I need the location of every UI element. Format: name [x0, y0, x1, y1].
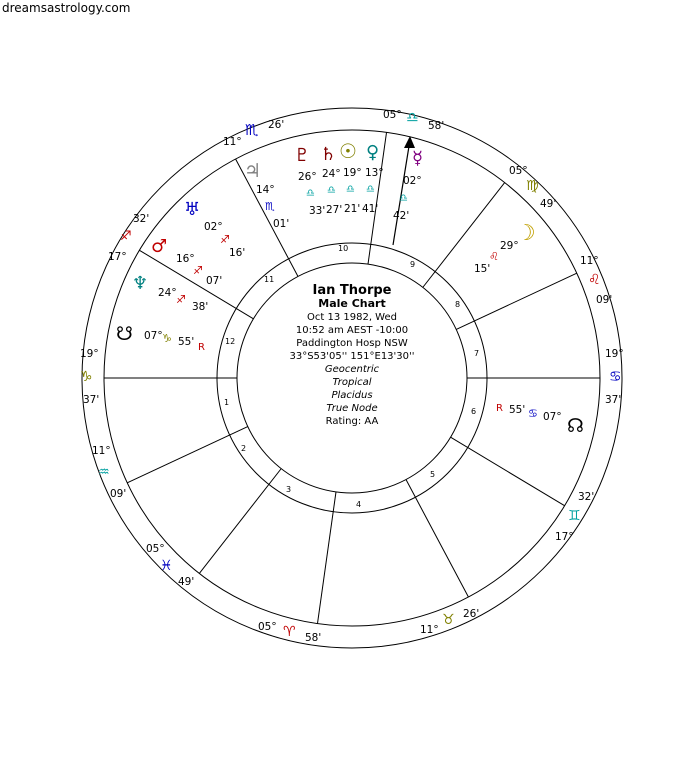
north-node-degree: 07° [543, 411, 562, 423]
north-node-retro: R [496, 403, 503, 414]
cusp-11-degree: 11° [223, 136, 242, 148]
cusp-11-minutes: 26' [268, 119, 285, 131]
cusp-4-minutes: 58' [305, 632, 322, 644]
house-cusp-line-5 [406, 480, 468, 597]
house-cusp-line-6 [451, 437, 565, 506]
cusp-5-degree: 11° [420, 624, 439, 636]
house-number-5: 5 [430, 470, 436, 479]
house-number-8: 8 [455, 300, 461, 309]
cusp-10-sign: ♎ [406, 110, 419, 126]
neptune-degree: 24° [158, 287, 177, 299]
north-node-glyph: ☊ [567, 415, 584, 437]
cusp-9-sign: ♍ [526, 178, 539, 194]
cusp-3-sign: ♓ [160, 558, 173, 574]
birth-date: Oct 13 1982, Wed [307, 312, 397, 323]
moon-sign: ♌ [489, 250, 499, 263]
house-number-6: 6 [471, 407, 477, 416]
jupiter-sign: ♏ [265, 200, 275, 213]
cusp-9-degree: 05° [509, 165, 528, 177]
jupiter-degree: 14° [256, 184, 275, 196]
venus-sign: ♎ [366, 184, 375, 195]
house-number-2: 2 [241, 444, 247, 453]
cusp-12-sign: ♐ [120, 229, 132, 244]
cusp-7-sign: ♋ [609, 369, 622, 385]
saturn-glyph: ♄ [320, 144, 337, 165]
house-cusp-line-8 [456, 273, 577, 329]
house-cusp-line-9 [423, 183, 505, 288]
birth-coords: 33°S53'05'' 151°E13'30'' [289, 351, 415, 362]
house-cusp-line-2 [127, 427, 248, 483]
jupiter-glyph: ♃ [244, 160, 262, 182]
sun-minutes: 21' [344, 203, 361, 215]
mars-sign: ♐ [193, 264, 203, 277]
cusp-7-minutes: 37' [605, 394, 622, 406]
house-number-7: 7 [474, 349, 480, 358]
uranus-degree: 02° [204, 221, 223, 233]
uranus-glyph: ♅ [184, 199, 201, 220]
birth-time: 10:52 am AEST -10:00 [295, 325, 409, 336]
cusp-4-sign: ♈ [283, 624, 296, 640]
cusp-10-degree: 05° [383, 109, 402, 121]
saturn-minutes: 27' [326, 204, 343, 216]
cusp-9-minutes: 49' [540, 198, 557, 210]
cusp-1-degree: 19° [80, 348, 99, 360]
mercury-minutes: 42' [393, 210, 410, 222]
sun-sign: ♎ [346, 184, 355, 195]
cusp-8-degree: 11° [580, 255, 599, 267]
house-number-9: 9 [410, 260, 416, 269]
house-number-4: 4 [356, 500, 362, 509]
venus-minutes: 41' [362, 203, 379, 215]
uranus-sign: ♐ [220, 233, 230, 246]
saturn-degree: 24° [322, 168, 341, 180]
south-node-glyph: ☋ [116, 323, 133, 345]
house-number-1: 1 [224, 398, 230, 407]
pluto-degree: 26° [298, 171, 317, 183]
watermark: dreamsastrology.com [2, 1, 131, 15]
pluto-minutes: 33' [309, 205, 326, 217]
house-cusp-line-4 [317, 492, 336, 624]
house-cusp-line-3 [199, 469, 281, 574]
cusp-10-minutes: 58' [428, 120, 445, 132]
rating: Rating: AA [325, 416, 379, 427]
system-tropical: Tropical [332, 377, 372, 388]
saturn-sign: ♎ [327, 185, 336, 196]
cusp-1-minutes: 37' [83, 394, 100, 406]
moon-minutes: 15' [474, 263, 491, 275]
south-node-sign: ♑ [162, 332, 172, 345]
neptune-minutes: 38' [192, 301, 209, 313]
mercury-glyph: ☿ [412, 148, 424, 169]
house-number-11: 11 [264, 275, 275, 284]
cusp-12-degree: 17° [108, 251, 127, 263]
house-number-10: 10 [338, 244, 349, 253]
cusp-6-minutes: 32' [578, 491, 595, 503]
south-node-retro: R [198, 342, 205, 353]
cusp-11-sign: ♏ [245, 121, 259, 139]
venus-degree: 13° [365, 167, 384, 179]
pluto-sign: ♎ [306, 188, 315, 199]
mars-minutes: 07' [206, 275, 223, 287]
moon-degree: 29° [500, 240, 519, 252]
cusp-8-sign: ♌ [588, 272, 601, 288]
cusp-3-minutes: 49' [178, 576, 195, 588]
chart-subtitle: Male Chart [318, 297, 386, 310]
neptune-sign: ♐ [176, 293, 186, 306]
house-number-12: 12 [225, 337, 236, 346]
north-node-minutes: 55' [509, 404, 526, 416]
cusp-2-degree: 11° [92, 445, 111, 457]
jupiter-minutes: 01' [273, 218, 290, 230]
south-node-degree: 07° [144, 330, 163, 342]
moon-glyph: ☽ [516, 221, 536, 246]
venus-glyph: ♀ [366, 142, 380, 163]
cusp-1-sign: ♑ [80, 369, 93, 385]
cusp-7-degree: 19° [605, 348, 624, 360]
cusp-2-minutes: 09' [110, 488, 127, 500]
house-number-3: 3 [286, 485, 292, 494]
cusp-8-minutes: 09' [596, 294, 613, 306]
system-true-node: True Node [326, 403, 378, 414]
neptune-glyph: ♆ [132, 273, 149, 294]
cusp-2-sign: ♒ [98, 465, 110, 480]
south-node-minutes: 55' [178, 336, 195, 348]
uranus-minutes: 16' [229, 247, 246, 259]
sun-glyph: ☉ [339, 139, 357, 163]
cusp-6-degree: 17° [555, 531, 574, 543]
mars-glyph: ♂ [151, 236, 168, 257]
cusp-3-degree: 05° [146, 543, 165, 555]
cusp-6-sign: ♊ [568, 508, 581, 524]
sun-degree: 19° [343, 167, 362, 179]
birth-place: Paddington Hosp NSW [296, 338, 408, 349]
chart-name: Ian Thorpe [312, 283, 392, 298]
mercury-degree: 02° [403, 175, 422, 187]
north-node-sign: ♋ [528, 407, 538, 420]
cusp-4-degree: 05° [258, 621, 277, 633]
cusp-5-sign: ♉ [442, 612, 455, 628]
system-placidus: Placidus [331, 390, 373, 401]
mercury-sign: ♎ [399, 193, 408, 204]
cusp-12-minutes: 32' [133, 213, 150, 225]
pluto-glyph: ♇ [294, 145, 311, 166]
mars-degree: 16° [176, 253, 195, 265]
cusp-5-minutes: 26' [463, 608, 480, 620]
system-geocentric: Geocentric [324, 364, 380, 375]
chart-center-info [289, 283, 414, 427]
